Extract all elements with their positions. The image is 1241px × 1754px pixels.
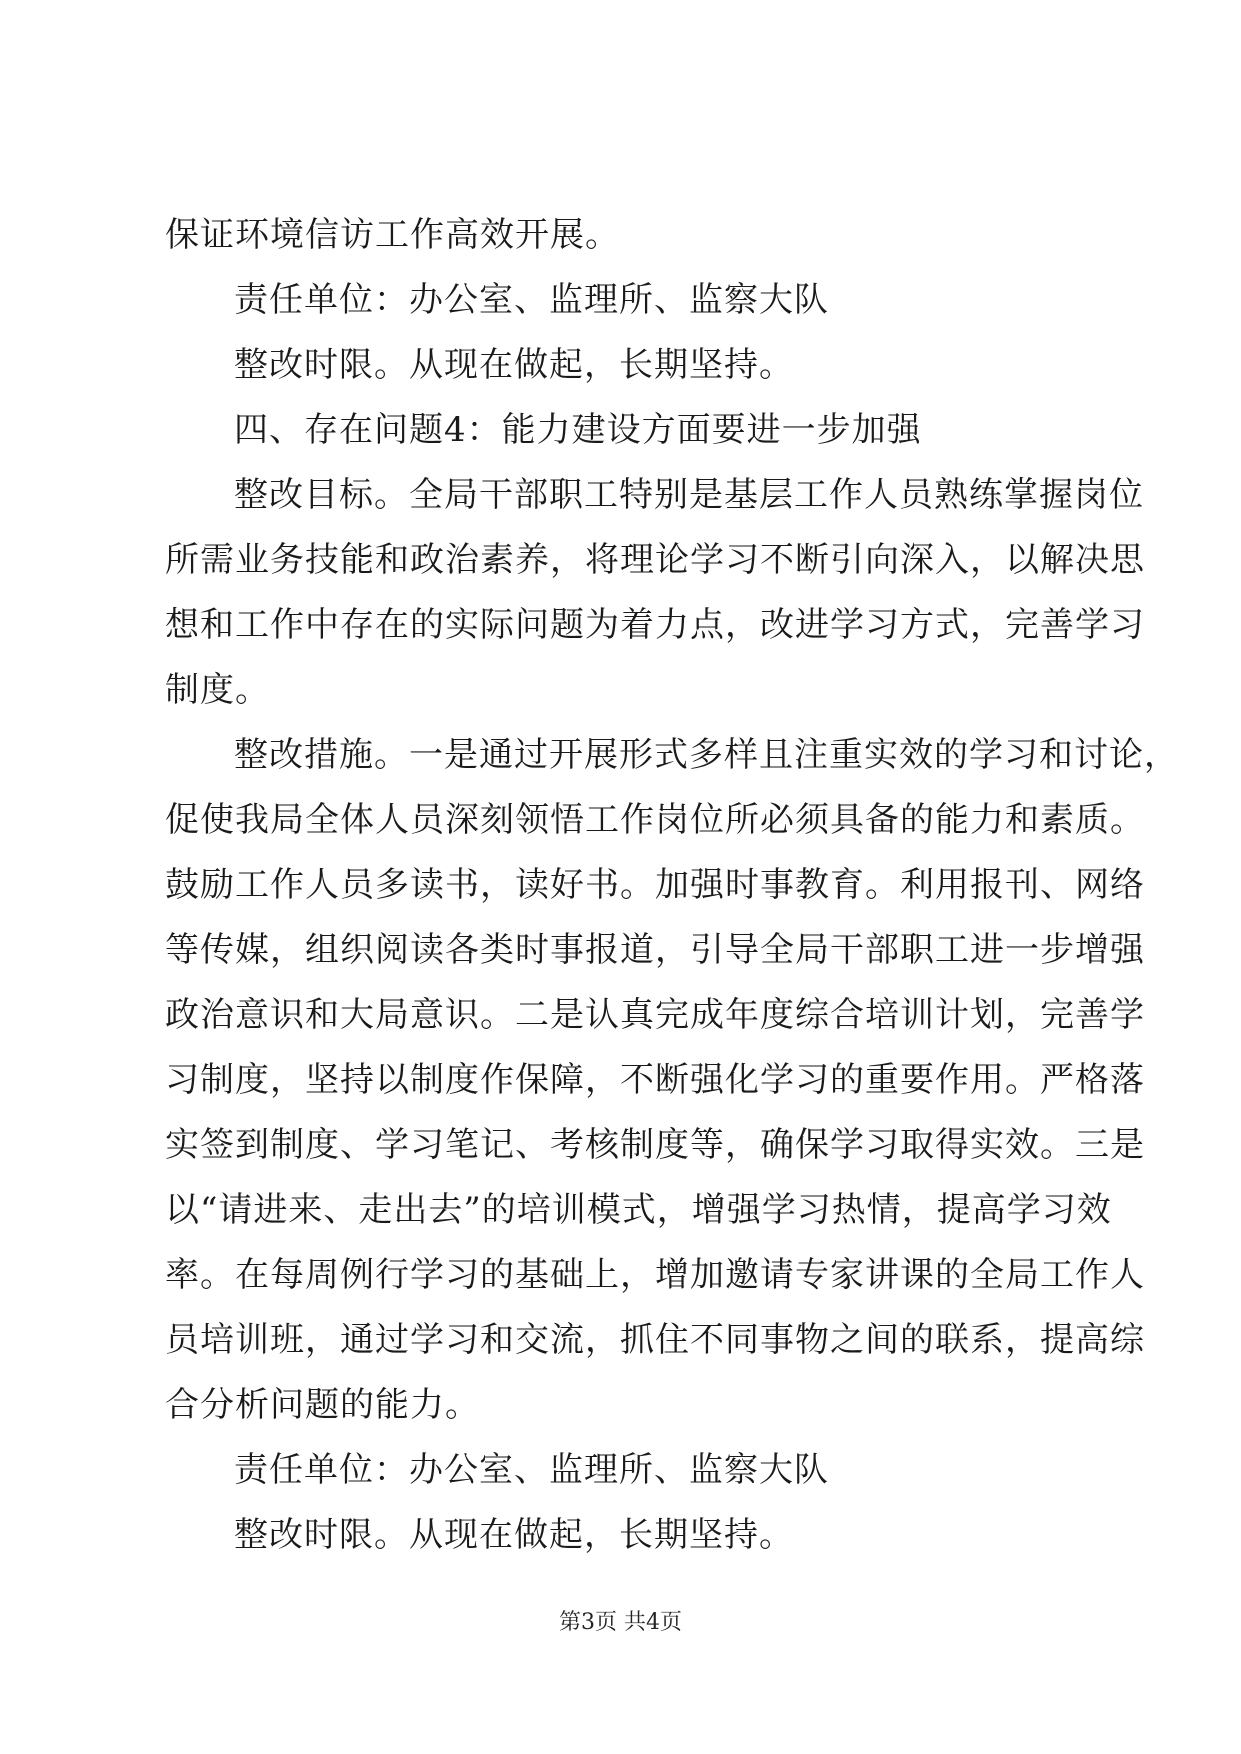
text-line: 整改时限。从现在做起，长期坚持。: [234, 345, 794, 385]
body-text: [165, 203, 1179, 1568]
text-line: 等传媒，组织阅读各类时事报道，引导全局干部职工进一步增强: [165, 930, 1145, 970]
text-line: 责任单位：办公室、监理所、监察大队: [234, 1450, 829, 1490]
text-line: 促使我局全体人员深刻领悟工作岗位所必须具备的能力和素质。: [165, 800, 1145, 840]
text-line: 习制度，坚持以制度作保障，不断强化学习的重要作用。严格落: [165, 1060, 1145, 1100]
text-line: 整改时限。从现在做起，长期坚持。: [234, 1515, 794, 1555]
text-line: 以“请进来、走出去”的培训模式，增强学习热情，提高学习效: [165, 1190, 1112, 1230]
text-line: 制度。: [165, 670, 270, 710]
page-number: 第3页 共4页: [559, 1610, 682, 1635]
text-line: 想和工作中存在的实际问题为着力点，改进学习方式，完善学习: [165, 605, 1145, 645]
text-line: 率。在每周例行学习的基础上，增加邀请专家讲课的全局工作人: [165, 1255, 1145, 1295]
text-line: 员培训班，通过学习和交流，抓住不同事物之间的联系，提高综: [165, 1320, 1145, 1360]
text-line: 合分析问题的能力。: [165, 1385, 480, 1425]
text-line: 实签到制度、学习笔记、考核制度等，确保学习取得实效。三是: [165, 1125, 1145, 1165]
text-line: 所需业务技能和政治素养，将理论学习不断引向深入，以解决思: [165, 540, 1145, 580]
text-line: 鼓励工作人员多读书，读好书。加强时事教育。利用报刊、网络: [165, 865, 1145, 905]
text-line: 四、存在问题4：能力建设方面要进一步加强: [234, 410, 922, 450]
text-line: 整改措施。一是通过开展形式多样且注重实效的学习和讨论，: [234, 735, 1179, 775]
text-line: 政治意识和大局意识。二是认真完成年度综合培训计划，完善学: [165, 995, 1145, 1035]
text-line: 责任单位：办公室、监理所、监察大队: [234, 280, 829, 320]
text-line: 整改目标。全局干部职工特别是基层工作人员熟练掌握岗位: [234, 475, 1144, 515]
text-line: 保证环境信访工作高效开展。: [165, 215, 620, 255]
